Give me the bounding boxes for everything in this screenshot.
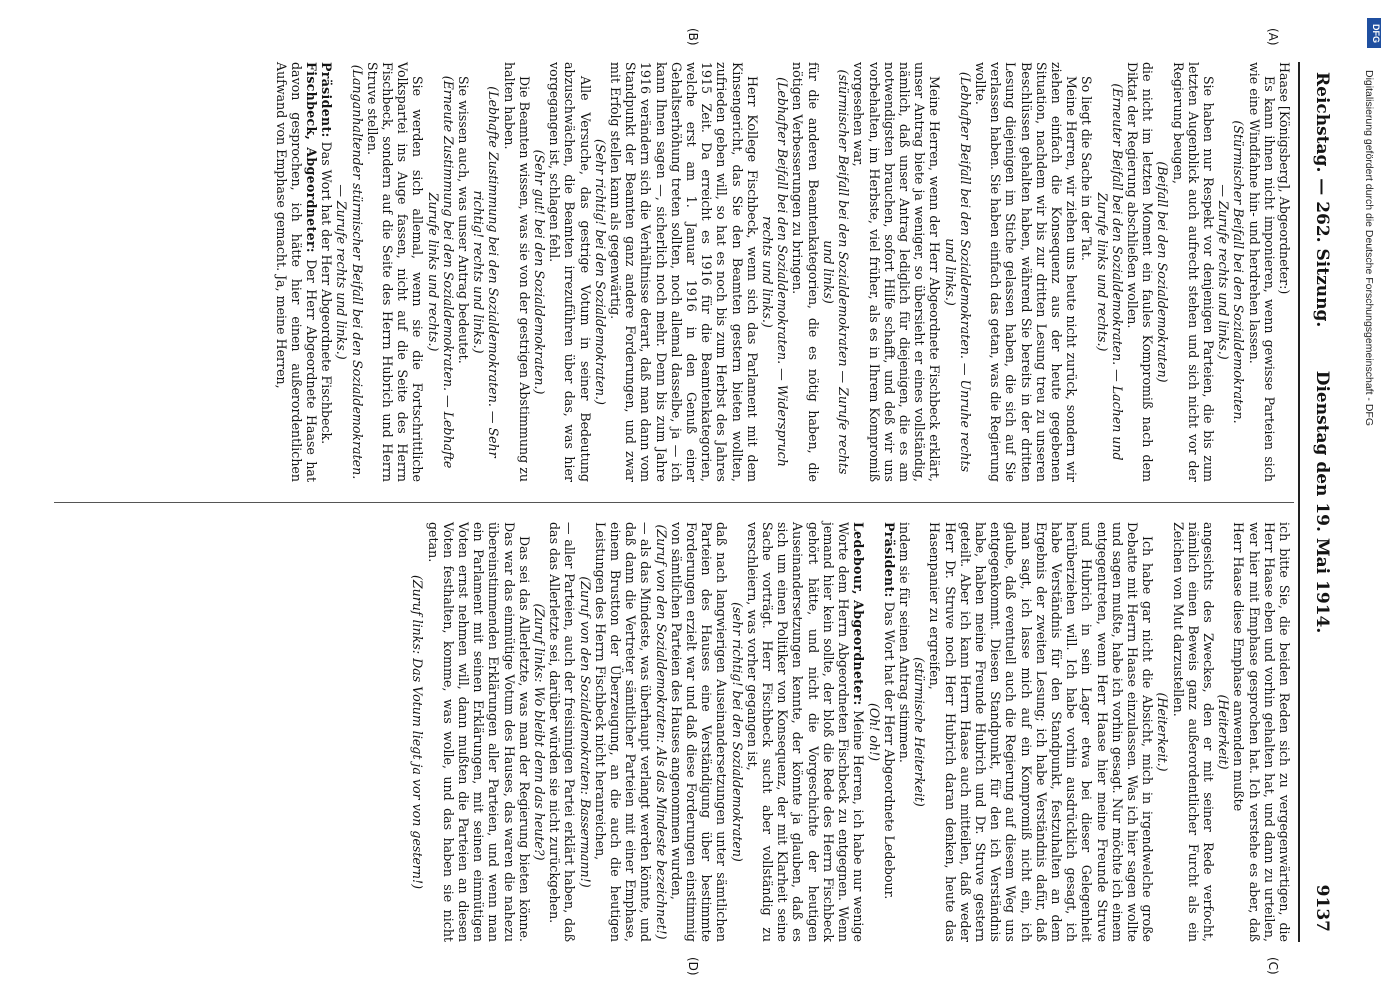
- speaker-paragraph: [273, 62, 319, 482]
- interjection: (Heiterkeit.): [1155, 692, 1171, 772]
- paragraph: So liegt die Sache in der Tat.: [1079, 76, 1095, 261]
- paragraph: ich bitte Sie, die beiden Reden sich zu vergegenwärtigen, die Herr Haase eben und vorhin gehalten hat, und dann zu urteilen, wer hier mit Emphase gesprochen hat. Ich verstehe es aber, daß Herr Haase diese Emphase anwenden mußte: [1231, 522, 1292, 942]
- left-column: [273, 62, 1292, 482]
- header-date: Dienstag den 19. Mai 1914.: [1312, 370, 1332, 634]
- header-publication: Reichstag. — 262. Sitzung.: [1312, 72, 1332, 328]
- speech-text: Meine Herren, ich habe nur wenige Worte dem Herrn Abgeordneten Fischbeck zu entgegnen. Wenn jemand hier kein sollte, der bloß die Rede des Herrn Fischbeck gehört hätte, und nicht die Vorgeschichte der heutigen Auseinandersetzungen kennte, der könnte ja glauben, daß es sich um einen Politiker von Konsequenz, der mit Klarheit seine Sache vorträgt. Herr Fischbeck sucht aber vollständig zu verschleiern, was vorher gegangen ist,: [744, 522, 867, 942]
- speaker-name: Ledebour, Abgeordneter:: [851, 522, 867, 706]
- paragraph: Alle Versuche, das gestrige Votum in seiner Bedeutung abzuschwächen, die Beamten irrezuführen über das, was hier vorgegangen ist, schlagen fehl.: [547, 62, 593, 482]
- interjection: (Lebhafte Zustimmung bei den Sozialdemokraten. — Sehr richtig! rechts und links.): [471, 86, 502, 458]
- paragraph: — aller Parteien, auch der freisinnigen Partei erklärt haben, daß das das Allerletzte sei, darüber würden sie nicht zurückgehen.: [547, 522, 578, 942]
- paragraph: die nicht im letzten Moment ein faules Kompromiß nach dem Diktat der Regierung abschließen wollen.: [1124, 62, 1156, 482]
- interjection: (Beifall bei den Sozialdemokraten): [1155, 161, 1171, 383]
- paragraph: Es kann ihnen nicht imponieren, wenn gewisse Parteien sich wie eine Windfahne hin- und herdrehen lassen.: [1246, 62, 1277, 482]
- column-divider: [54, 502, 1294, 503]
- speaker-name: Fischbeck, Abgeordneter:: [304, 62, 319, 253]
- interjection: (Sehr gut! bei den Sozialdemokraten.): [532, 149, 548, 395]
- margin-marker-d: (D): [686, 957, 700, 976]
- interjection: (Zuruf links: Wo bleibt denn das heute?): [532, 603, 548, 861]
- interjection: (Lebhafter Beifall bei den Sozialdemokraten. — Unruhe rechts und links.): [942, 71, 973, 473]
- paragraph: Haase [Königsberg], Abgeordneter:): [1277, 62, 1292, 295]
- speech-text: Das Wort hat der Herr Abgeordnete Fischbeck.: [319, 137, 335, 445]
- paragraph: Sie werden sich allemal, wenn sie die Fortschrittliche Volkspartei ins Auge fassen, nicht auf die Seite des Herrn Fischbeck, sondern auf die Seite des Herrn Hubrich und Herrn Struve stellen.: [364, 62, 426, 482]
- speaker-paragraph: [882, 522, 897, 942]
- interjection: (Zuruf von den Sozialdemokraten: Bassermann!): [577, 576, 593, 888]
- header-rule: [1298, 62, 1300, 942]
- speech-text: Der Herr Abgeordnete Haase hat davon gesprochen, ich hätte hier einen außerordentlichen Aufwand von Emphase gemacht. Ja, meine Herren,: [273, 62, 319, 482]
- credit-text: Digitalisierung gefördert durch die Deutsche Forschungsgemeinschaft - DFG: [1363, 70, 1375, 427]
- interjection: (stürmischer Beifall bei den Sozialdemokraten — Zurufe rechts und links): [820, 69, 852, 475]
- speaker-name: Präsident:: [319, 62, 335, 138]
- paragraph: Meine Herren, wenn der Herr Abgeordnete Fischbeck erklärt, unser Antrag biete ja weniger, so übersieht er eines vollständig, nämlich, daß unser Antrag lediglich für diejenigen, die es am notwendigsten brauchen, sofort Hilfe schafft, und deß wir uns vorbehalten, im Herbste, viel früher, als es in Ihrem Kompromiß vorgesehen war,: [851, 62, 943, 482]
- interjection: (Erneuter Beifall bei den Sozialdemokraten. — Lachen und Zurufe links und rechts.): [1094, 83, 1125, 461]
- interjection: (Oh! oh!): [866, 702, 882, 762]
- margin-marker-c: (C): [1266, 957, 1280, 975]
- paragraph: Sie haben nur Respekt vor denjenigen Parteien, die bis zum letzten Augenblick auch aufrecht stehen und sich nicht vor der Regierung beugen,: [1170, 62, 1216, 482]
- speaker-paragraph: [319, 62, 334, 482]
- header-page-number: 9137: [1312, 884, 1332, 932]
- paragraph: Die Beamten wissen, was sie von der gestrigen Abstimmung zu halten haben.: [501, 62, 532, 482]
- paragraph: angesichts des Zweckes, den er mit seiner Rede verfocht, nämlich einen Beweis ganz außerordentlicher Furcht als ein Zeichen von Mut darzustellen.: [1170, 522, 1216, 942]
- interjection: (stürmische Heiterkeit): [912, 657, 928, 807]
- document-page: [40, 28, 1340, 976]
- interjection: (Zuruf links: Das Votum liegt ja vor von gestern!): [410, 575, 426, 889]
- interjection: (Langanhaltender stürmischer Beifall bei den Sozialdemokraten. — Zurufe rechts und links.): [334, 64, 365, 480]
- interjection: (Lebhafter Beifall bei den Sozialdemokraten. — Widerspruch rechts und links.): [760, 77, 791, 467]
- paragraph: indem sie für seinen Antrag stimmen.: [896, 522, 912, 763]
- interjection: (Stürmischer Beifall bei den Sozialdemokraten.: [1231, 120, 1247, 424]
- paragraph: Herr Kollege Fischbeck, wenn sich das Parlament mit dem Kinsengericht, das Sie den Beamten gestern bieten wollten, zufrieden geben will, so hat es noch bis zum Herbst des Jahres 1915 Zeit. Da erreicht es 1916 für die Beamtenkategorien, welche erst am 1. Januar 1916 in den Genuß einer Gehaltserhöhung treten sollten, noch allemal dasselbe, ja — ich kann Ihnen sagen —, sicherlich noch mehr. Denn bis zum Jahre 1916 verändern sich die Verhältnisse derart, daß man dann vom Standpunkt der Beamten ganz andere Forderungen, und zwar mit Erfolg stellen kann als gegenwärtig.: [608, 62, 760, 482]
- interjection: (sehr richtig! bei den Sozialdemokraten): [729, 602, 745, 862]
- paragraph: daß nach langwierigen Auseinandersetzungen unter sämtlichen Parteien des Hauses eine Verständigung über bestimmte Forderungen erzielt war und daß diese Forderungen einstimmig von sämtlichen Parteien des Hauses angenommen wurden,: [668, 522, 730, 942]
- dfg-logo: DFG: [1367, 18, 1381, 48]
- paragraph: — als das Mindeste, was überhaupt verlangt werden könnte, und daß dann die Vertreter sämtlicher Parteien mit einer Emphase, einem Brustton der Überzeugung, an die auch die heutigen Leistungen des Herrn Fischbeck nicht heranreichen,: [592, 522, 654, 942]
- speaker-name: Präsident:: [881, 522, 897, 598]
- paragraph: Meine Herren, wir ziehen uns heute nicht zurück, sondern wir ziehen einfach die Konsequenz aus der heute gegebenen Situation, nachdem wir bis zur dritten Lesung treu zu unseren Beschlüssen gehalten haben, während Sie bereits in der dritten Lesung diejenigen im Stiche gelassen haben, die sich auf Sie verlassen haben. Sie haben einfach das getan, was die Regierung wollte.: [972, 62, 1080, 482]
- interjection: (Heiterkeit): [1216, 694, 1232, 770]
- interjection: (Erneute Zustimmung bei den Sozialdemokraten. — Lebhafte Zurufe links und rechts.): [425, 75, 456, 469]
- speech-text: Das Wort hat der Herr Abgeordnete Ledebour.: [881, 597, 897, 900]
- paragraph: Das sei das Allerletzte, was man der Regierung bieten könne. Das war das einmütige Votum des Hauses, das waren die nahezu übereinstimmenden Erklärungen aller Parteien, und wenn man ein Parlament mit seinen Erklärungen, mit seinen einmütigen Voten ernst nehmen will, dann mußten die Parteien an diesen Voten festhalten, komme, was wolle, und das haben sie nicht getan.: [425, 522, 532, 942]
- right-column: [410, 522, 1292, 942]
- interjection: — Zurufe rechts und links.): [1216, 184, 1232, 360]
- page-header: [1300, 62, 1340, 942]
- paragraph: für die anderen Beamtenkategorien, die es nötig haben, die nötigen Verbesserungen zu bringen.: [790, 62, 821, 482]
- digitization-credit: [1358, 20, 1380, 980]
- speaker-paragraph: [745, 522, 867, 942]
- margin-marker-b: (B): [686, 28, 700, 46]
- paragraph: Sie wissen auch, was unser Antrag bedeutet.: [456, 76, 472, 364]
- margin-marker-a: (A): [1266, 28, 1280, 46]
- interjection: (Zuruf von den Sozialdemokraten: Als das Mindeste bezeichnet!): [653, 524, 669, 940]
- paragraph: Ich habe gar nicht die Absicht, mich in irgendwelche große Debatte mit Herrn Haase einzulassen. Was ich hier sagen wollte und sagen mußte, habe ich vorhin gesagt. Nur möchte ich einem entgegentreten, wenn Herr Haase hier meine Freunde Struve und Hubrich in sein Lager etwa bei dieser Gelegenheit herüberziehen will. Ich habe vorhin ausdrücklich gesagt, ich habe Verständnis für den Standpunkt, festzuhalten an dem Ergebnis der zweiten Lesung; ich habe Verständnis dafür, daß man sagt, ich lasse mich auf ein Kompromiß nicht ein, ich glaube, daß eventuell auch die Regierung auf diesem Weg uns entgegenkommt. Diesen Standpunkt, für den ich Verständnis habe, haben meine Freunde Hubrich und Dr. Struve gestern geteilt. Aber ich kann Herrn Haase auch mitteilen, daß weder Herr Dr. Struve noch Herr Hubrich daran denken, heute das Hasenpanier zu ergreifen,: [927, 522, 1156, 942]
- interjection: (Sehr richtig! bei den Sozialdemokraten.): [592, 139, 608, 405]
